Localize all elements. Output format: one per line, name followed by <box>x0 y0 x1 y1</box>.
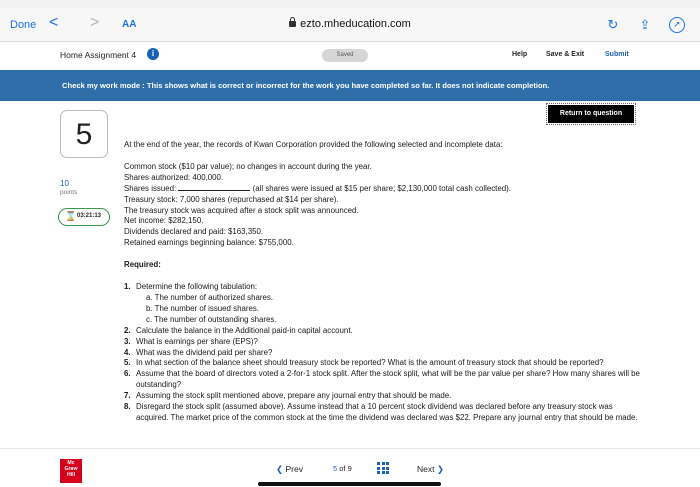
share-icon[interactable]: ⇪ <box>639 17 651 32</box>
check-my-work-banner: Check my work mode : This shows what is correct or incorrect for the work you have completed so far. It does not indicate completion. <box>0 70 700 101</box>
fact-line: Treasury stock: 7,000 shares (repurchased at $14 per share). <box>124 194 339 204</box>
address-bar[interactable] <box>0 18 700 30</box>
logo-line: Hill <box>66 472 76 479</box>
list-item <box>124 325 644 337</box>
return-to-question-button[interactable]: Return to question <box>548 105 634 123</box>
list-item <box>124 347 644 359</box>
item-text: What is earnings per share (EPS)? <box>136 336 258 346</box>
prev-label: Prev <box>285 464 303 474</box>
timer-badge <box>58 208 110 226</box>
submit-link[interactable]: Submit <box>605 51 629 58</box>
timer-text: 03:21:13 <box>77 213 102 219</box>
fact-line: Shares authorized: 400,000. <box>124 172 224 182</box>
logo-line: Mc <box>67 460 75 466</box>
logo-line: Graw <box>64 466 78 473</box>
prev-button[interactable] <box>276 464 303 475</box>
list-item <box>124 358 644 369</box>
help-link[interactable]: Help <box>512 51 528 58</box>
text-size-button[interactable]: AA <box>122 19 137 30</box>
footer-nav <box>0 448 700 487</box>
question-number: 5 <box>60 110 108 158</box>
chevron-left-icon: ❮ <box>276 464 284 474</box>
item-text: In what section of the balance sheet should treasury stock be reported? What is the amount of treasury stock that should be reported? <box>136 358 604 368</box>
sub-list <box>136 293 644 326</box>
assignment-header <box>0 42 700 70</box>
save-exit-link[interactable]: Save & Exit <box>546 51 585 58</box>
fact-line: Net income: $282,150. <box>124 216 204 226</box>
page-indicator <box>333 464 352 473</box>
item-number: 8. <box>124 402 131 412</box>
fact-line: Common stock ($10 par value); no changes in account during the year. <box>124 161 372 171</box>
item-number: 7. <box>124 391 131 401</box>
current-page: 5 <box>333 464 338 473</box>
sub-item: c. The number of outstanding shares. <box>146 314 277 324</box>
shares-issued-blank <box>178 184 250 191</box>
sub-item: b. The number of issued shares. <box>146 303 260 313</box>
list-item <box>124 282 644 326</box>
info-icon[interactable]: i <box>147 48 159 60</box>
list-item <box>124 336 644 348</box>
list-item <box>124 369 644 391</box>
item-text: Determine the following tabulation: <box>136 282 258 292</box>
mcgraw-hill-logo <box>60 459 82 483</box>
shares-issued-line <box>124 184 644 195</box>
assignment-title: Home Assignment 4 <box>60 50 137 60</box>
item-number: 1. <box>124 282 131 292</box>
next-label: Next <box>417 464 435 474</box>
done-button[interactable]: Done <box>10 19 37 31</box>
of-label: of <box>339 464 346 473</box>
item-number: 3. <box>124 336 131 346</box>
grid-view-icon[interactable] <box>377 462 389 474</box>
question-content <box>124 140 644 448</box>
back-icon[interactable]: < <box>49 14 59 31</box>
question-intro: At the end of the year, the records of Kwan Corporation provided the following selected and incomplete data: <box>124 140 503 149</box>
item-text: Calculate the balance in the Additional paid-in capital account. <box>136 325 353 335</box>
lock-icon <box>289 21 296 27</box>
shares-issued-label: Shares issued: <box>124 183 177 193</box>
reload-icon[interactable]: ↻ <box>607 17 619 32</box>
item-text: What was the dividend paid per share? <box>136 347 273 357</box>
sub-item: a. The number of authorized shares. <box>146 292 274 302</box>
chevron-right-icon: ❯ <box>436 464 444 474</box>
forward-icon[interactable]: > <box>90 14 100 31</box>
list-item <box>124 391 644 402</box>
data-list <box>124 162 644 249</box>
points-value: 10 <box>60 179 69 188</box>
saved-badge: Saved <box>322 49 368 62</box>
fact-line: Retained earnings beginning balance: $755,000. <box>124 238 294 248</box>
required-heading: Required: <box>124 260 161 270</box>
total-pages: 9 <box>347 464 352 473</box>
item-number: 6. <box>124 369 131 379</box>
item-text: Assume that the board of directors voted a 2-for-1 stock split. After the stock split, what will be the par value per share? How many shares will be outstanding? <box>136 369 640 390</box>
compass-icon[interactable]: ➚ <box>669 17 685 33</box>
item-text: Assuming the stock split mentioned above, prepare any journal entry that should be made. <box>136 391 452 401</box>
status-bar <box>0 0 700 8</box>
fact-line: Dividends declared and paid: $163,350. <box>124 227 264 237</box>
fact-line: The treasury stock was acquired after a stock split was announced. <box>124 205 359 215</box>
item-text: Disregard the stock split (assumed above). Assume instead that a 10 percent stock dividend was declared before any treasury stock was acquired. The market price of the common stock at the time the dividend was declared was $22. Prepare any journal entry that should be made. <box>136 402 638 422</box>
list-item <box>124 402 644 424</box>
required-list <box>124 282 644 424</box>
points-label: points <box>60 189 78 196</box>
item-number: 2. <box>124 325 131 335</box>
hourglass-icon: ⌛ <box>65 211 77 221</box>
shares-issued-note: (all shares were issued at $15 per share; $2,130,000 total cash collected). <box>252 183 511 193</box>
item-number: 4. <box>124 347 131 357</box>
item-number: 5. <box>124 358 131 368</box>
url-text: ezto.mheducation.com <box>300 18 411 30</box>
next-button[interactable] <box>417 464 444 475</box>
browser-toolbar <box>0 8 700 42</box>
home-indicator <box>258 482 441 486</box>
